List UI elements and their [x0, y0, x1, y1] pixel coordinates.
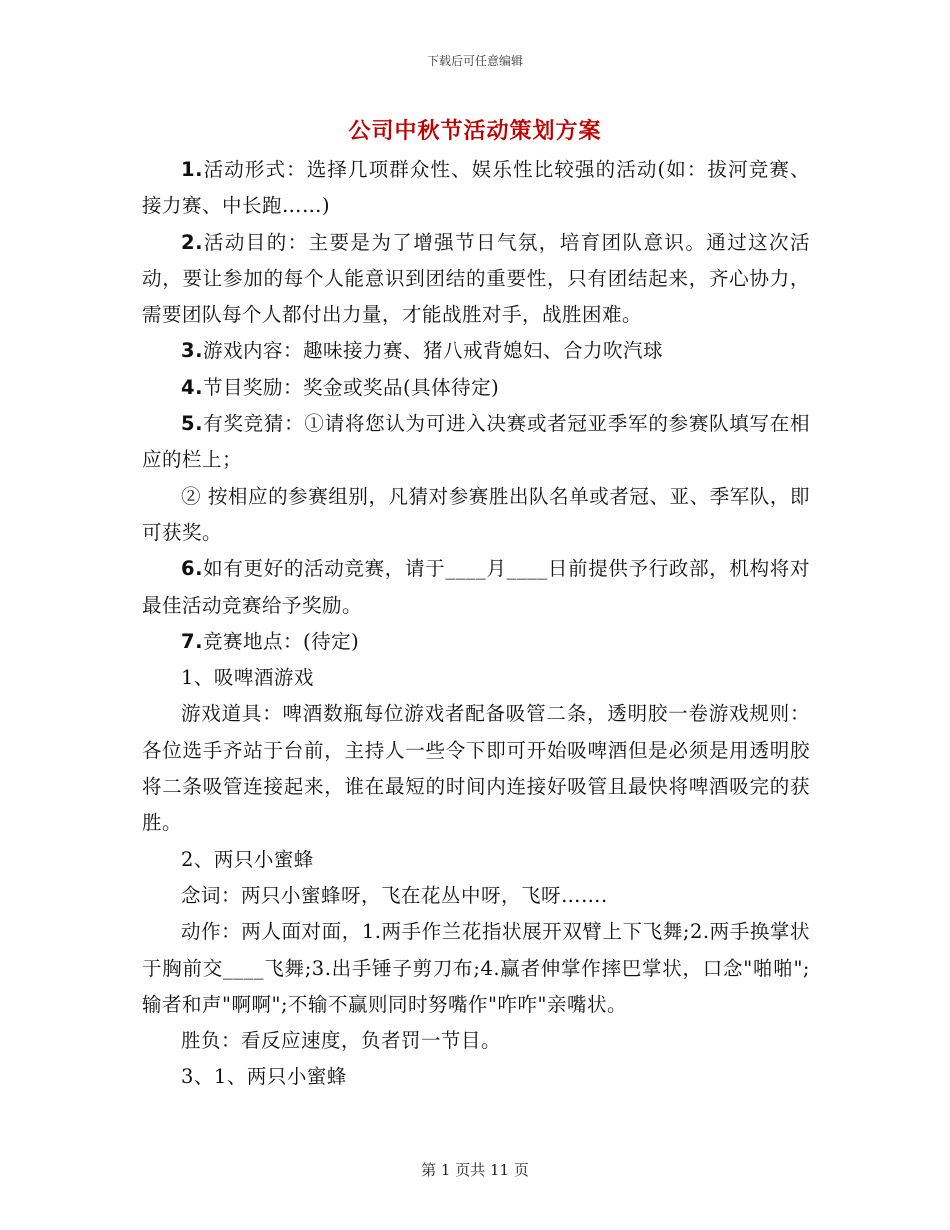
paragraph	[142, 333, 810, 369]
paragraph	[142, 624, 810, 660]
paragraph-text: 竞赛地点：(待定)	[202, 629, 360, 653]
paragraph-text: 动作：两人面对面，1.两手作兰花指状展开双臂上下飞舞;2.两手换掌状于胸前交____飞舞;3.出手锤子剪刀布;4.赢者伸掌作摔巴掌状，口念"啪啪";输者和声"啊啊";不输不赢则同时努嘴作"咋咋"亲嘴状。	[142, 920, 810, 1016]
item-number: 4.	[181, 375, 203, 399]
paragraph-text: 节目奖励：奖金或奖品(具体待定)	[202, 375, 500, 399]
paragraph	[142, 1059, 810, 1095]
item-number: 6.	[181, 557, 203, 581]
paragraph-text: 念词：两只小蜜蜂呀，飞在花丛中呀，飞呀…….	[181, 883, 608, 907]
paragraph-text: 游戏道具：啤酒数瓶每位游戏者配备吸管二条，透明胶一卷游戏规则：各位选手齐站于台前，主持人一些令下即可开始吸啤酒但是必须是用透明胶将二条吸管连接起来，谁在最短的时间内连接好吸管且最快将啤酒吸完的获胜。	[142, 702, 810, 835]
page-footer: 第 1 页共 11 页	[421, 1161, 529, 1179]
paragraph	[142, 696, 810, 841]
paragraph-text: 1、吸啤酒游戏	[181, 666, 314, 690]
paragraph	[142, 660, 810, 696]
paragraph	[142, 1023, 810, 1059]
paragraph-text: 3、1、两只小蜜蜂	[181, 1065, 347, 1089]
paragraph	[142, 914, 810, 1023]
paragraph-text: 胜负：看反应速度，负者罚一节目。	[181, 1029, 502, 1053]
item-number: 5.	[181, 412, 203, 436]
item-number: 2.	[181, 230, 203, 254]
paragraph-text: 如有更好的活动竞赛，请于____月____日前提供予行政部，机构将对最佳活动竞赛给予奖励。	[142, 557, 810, 617]
paragraph	[142, 152, 810, 225]
paragraph	[142, 225, 810, 334]
paragraph-text: ② 按相应的参赛组别，凡猜对参赛胜出队名单或者冠、亚、季军队，即可获奖。	[142, 484, 810, 544]
paragraph	[142, 842, 810, 878]
paragraph-text: 活动目的：主要是为了增强节日气氛，培育团队意识。通过这次活动，要让参加的每个人能意识到团结的重要性，只有团结起来，齐心协力，需要团队每个人都付出力量，才能战胜对手，战胜困难。	[142, 230, 810, 327]
item-number: 3.	[181, 339, 203, 363]
paragraph	[142, 878, 810, 914]
page-header: 下载后可任意编辑	[426, 54, 523, 68]
item-number: 7.	[181, 629, 203, 653]
item-number: 1.	[181, 158, 203, 181]
paragraph-text: 游戏内容：趣味接力赛、猪八戒背媳妇、合力吹汽球	[202, 339, 663, 363]
paragraph-text: 有奖竞猜：①请将您认为可进入决赛或者冠亚季军的参赛队填写在相应的栏上；	[142, 412, 810, 472]
paragraph	[142, 479, 810, 552]
paragraph	[142, 370, 810, 406]
paragraph-text: 活动形式：选择几项群众性、娱乐性比较强的活动(如：拔河竞赛、接力赛、中长跑……)	[142, 158, 810, 218]
document-body	[142, 152, 810, 1096]
paragraph	[142, 406, 810, 479]
document-title: 公司中秋节活动策划方案	[348, 118, 602, 144]
paragraph	[142, 551, 810, 624]
paragraph-text: 2、两只小蜜蜂	[181, 847, 314, 871]
